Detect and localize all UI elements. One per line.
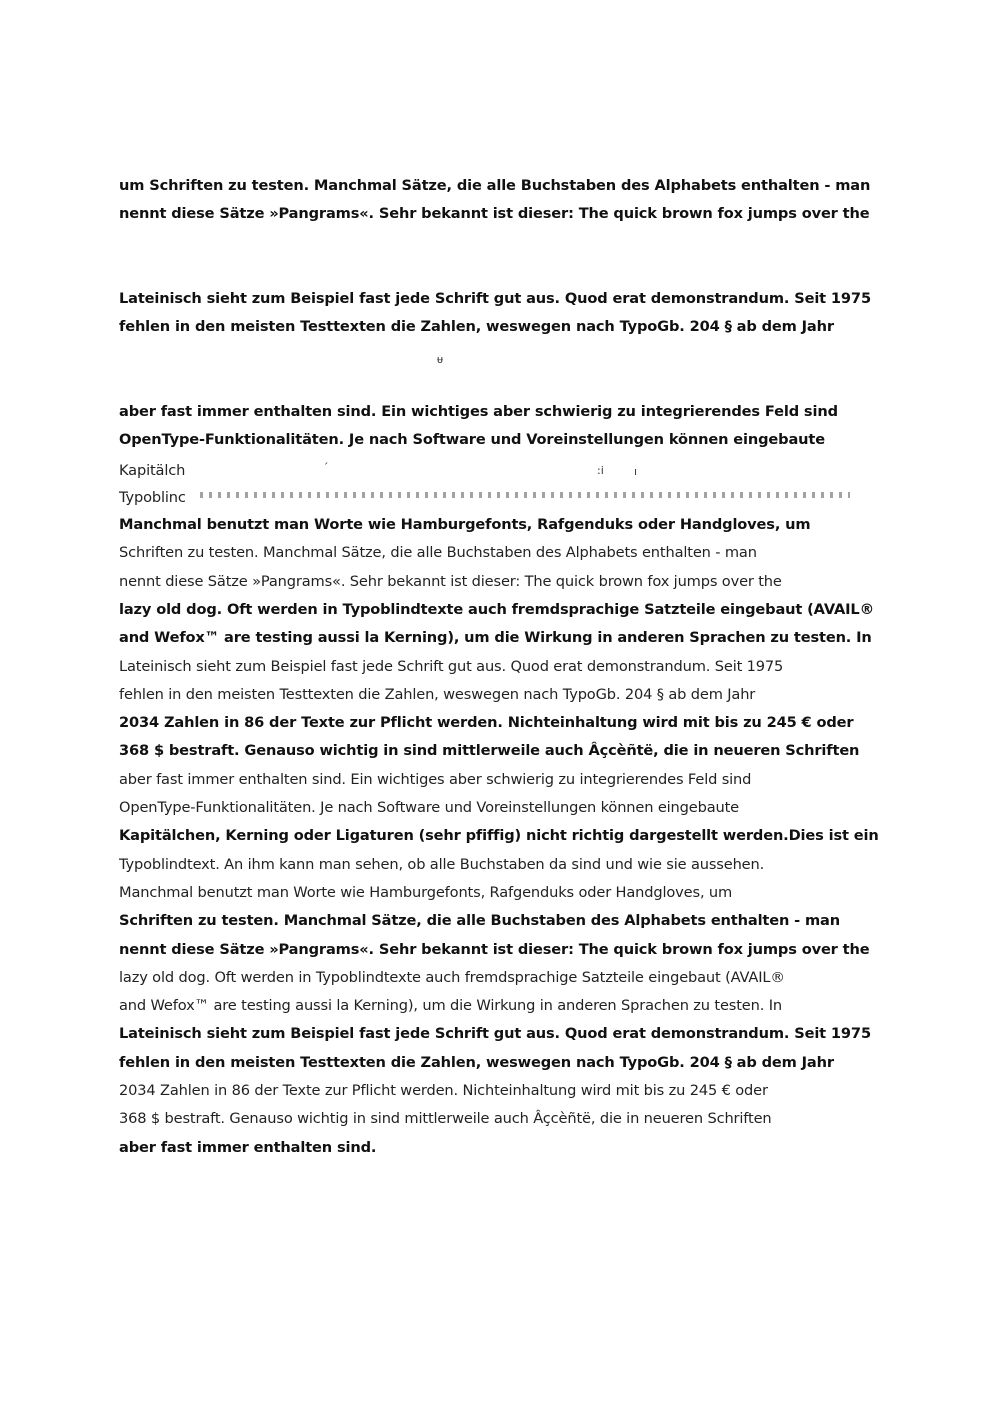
text-line: OpenType-Funktionalitäten. Je nach Software und Voreinstellungen können eingebaute	[119, 799, 739, 816]
text-line: lazy old dog. Oft werden in Typoblindtexte auch fremdsprachige Satzteile eingebaut (AVAIL®	[119, 600, 875, 618]
text-line: lazy old dog. Oft werden in Typoblindtexte auch fremdsprachige Satzteile eingebaut (AVAIL®	[119, 968, 785, 986]
text-line: 2034 Zahlen in 86 der Texte zur Pflicht werden. Nichteinhaltung wird mit bis zu 245 € oder	[119, 1082, 768, 1099]
text-line: um Schriften zu testen. Manchmal Sätze, die alle Buchstaben des Alphabets enthalten - man	[119, 177, 871, 194]
scan-speck: :i	[597, 464, 604, 477]
text-line: Lateinisch sieht zum Beispiel fast jede Schrift gut aus. Quod erat demonstrandum. Seit 1975	[119, 290, 871, 307]
text-line: 368 $ bestraft. Genauso wichtig in sind mittlerweile auch Âçcèñtë, die in neueren Schriften	[119, 1110, 772, 1128]
scan-speck: ı	[634, 465, 638, 478]
text-line: and Wefox™ are testing aussi la Kerning), um die Wirkung in anderen Sprachen zu testen. In	[119, 997, 782, 1015]
text-line: fehlen in den meisten Testtexten die Zahlen, weswegen nach TypoGb. 204 § ab dem Jahr	[119, 685, 756, 703]
text-line: nennt diese Sätze »Pangrams«. Sehr bekannt ist dieser: The quick brown fox jumps over the	[119, 205, 870, 222]
text-line: and Wefox™ are testing aussi la Kerning), um die Wirkung in anderen Sprachen zu testen. In	[119, 629, 872, 647]
text-line: fehlen in den meisten Testtexten die Zahlen, weswegen nach TypoGb. 204 § ab dem Jahr	[119, 318, 834, 335]
text-line: Kapitälchen, Kerning oder Ligaturen (sehr pfiffig) nicht richtig dargestellt werden.Dies ist ein	[119, 827, 879, 845]
text-line: 2034 Zahlen in 86 der Texte zur Pflicht werden. Nichteinhaltung wird mit bis zu 245 € oder	[119, 714, 854, 732]
text-line: Lateinisch sieht zum Beispiel fast jede Schrift gut aus. Quod erat demonstrandum. Seit 1975	[119, 657, 784, 675]
text-line: Manchmal benutzt man Worte wie Hamburgefonts, Rafgenduks oder Handgloves, um	[119, 883, 733, 901]
partial-text-fragment: Kapitälch	[119, 462, 186, 479]
text-line: nennt diese Sätze »Pangrams«. Sehr bekannt ist dieser: The quick brown fox jumps over the	[119, 572, 782, 590]
text-line: 368 $ bestraft. Genauso wichtig in sind mittlerweile auch Âçcèñtë, die in neueren Schriften	[119, 742, 860, 760]
text-line: aber fast immer enthalten sind.	[119, 1138, 377, 1156]
text-line: OpenType-Funktionalitäten. Je nach Software und Voreinstellungen können eingebaute	[119, 431, 825, 448]
text-line: aber fast immer enthalten sind. Ein wichtiges aber schwierig zu integrierendes Feld sind	[119, 403, 838, 420]
text-line: Lateinisch sieht zum Beispiel fast jede Schrift gut aus. Quod erat demonstrandum. Seit 1975	[119, 1025, 871, 1043]
text-line: nennt diese Sätze »Pangrams«. Sehr bekannt ist dieser: The quick brown fox jumps over the	[119, 940, 870, 958]
text-line: Typoblindtext. An ihm kann man sehen, ob alle Buchstaben da sind und wie sie aussehen.	[119, 855, 765, 873]
text-line: fehlen in den meisten Testtexten die Zahlen, weswegen nach TypoGb. 204 § ab dem Jahr	[119, 1053, 834, 1071]
text-line: Manchmal benutzt man Worte wie Hamburgefonts, Rafgenduks oder Handgloves, um	[119, 516, 811, 533]
text-line: Schriften zu testen. Manchmal Sätze, die alle Buchstaben des Alphabets enthalten - man	[119, 544, 757, 562]
scan-artifact	[200, 492, 850, 498]
text-line: Schriften zu testen. Manchmal Sätze, die alle Buchstaben des Alphabets enthalten - man	[119, 912, 840, 930]
scan-speck: ˊ	[323, 461, 329, 474]
text-line: aber fast immer enthalten sind. Ein wichtiges aber schwierig zu integrierendes Feld sind	[119, 770, 752, 788]
partial-text-fragment: Typoblinc	[119, 489, 186, 506]
scan-speck: ᵾ	[437, 353, 444, 366]
